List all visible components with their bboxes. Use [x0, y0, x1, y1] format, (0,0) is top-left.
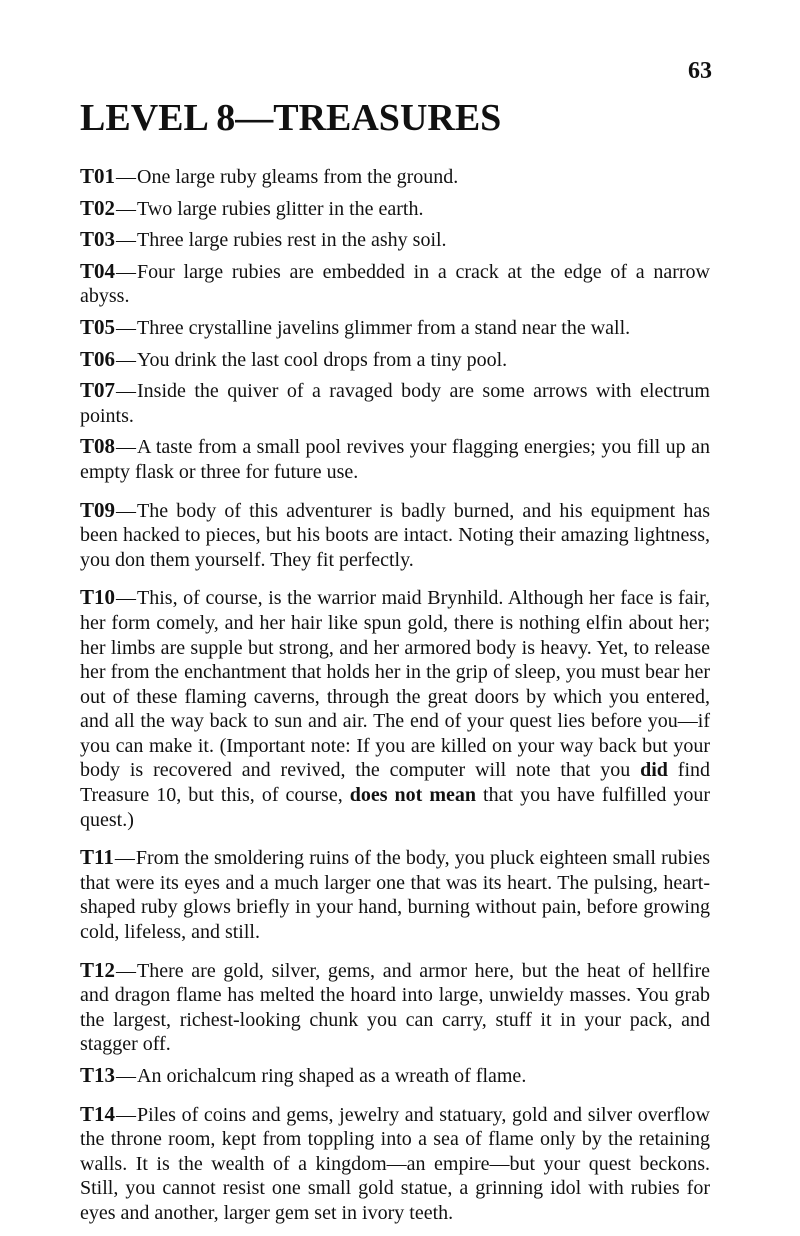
entry-code: T04	[80, 258, 116, 283]
treasure-entry-t02: T02—Two large rubies glitter in the earth.	[80, 195, 424, 220]
treasure-entry-t10: T10—This, of course, is the warrior maid Brynhild. Although her face is fair, her form comely, and her hair like spun gold, there is nothing elfin about her; her limbs are supple but strong, and her armored body is heavy. Yet, to release her from the enchantment that holds her in the grip of sleep, you must bear her out of these flaming caverns, through the great doors by which you entered, and all the way back to sun and air. The end of your quest lies before you—if you can make it. (Important note: If you are killed on your way back but your body is recovered and revived, the computer will note that you did find Treasure 10, but this, of course, does not mean that you have fulfilled your quest.)	[80, 585, 711, 831]
treasure-entry-t08: T08—A taste from a small pool revives your flagging energies; you fill up an empty flask or three for future use.	[80, 434, 710, 483]
treasure-entry-t09: T09—The body of this adventurer is badly burned, and his equipment has been hacked to pieces, but his boots are intact. Noting their amazing lightness, you don them yourself. They fit perfectly.	[80, 497, 710, 571]
entry-text: There are gold, silver, gems, and armor here, but the heat of hellfire and dragon flame has melted the hoard into large, unwieldy masses. You grab the largest, richest-looking chunk you can carry, stuff it in your pack, and stagger off.	[80, 959, 710, 1056]
treasure-entry-t06: T06—You drink the last cool drops from a tiny pool.	[80, 346, 508, 371]
entry-code: T01	[80, 164, 116, 188]
entry-text-a: This, of course, is the warrior maid Brynhild. Although her face is fair, her form comely, and her hair like spun gold, there is nothing elfin about her; her limbs are supple but strong, and her armored body is heavy. Yet, to release her from the enchantment that holds her in the grip of sleep, you must bear her out of these flaming caverns, through the great doors by which you entered, and all the way back to sun and air. The end of your quest lies before you—if you can make it. (Important note: If you are killed on your way back but your body is recovered and revived, the computer will note that you	[80, 587, 710, 782]
entry-code: T06	[80, 346, 116, 371]
entry-text: From the smoldering ruins of the body, you pluck eighteen small rubies that were its eyes and a much larger one that was its heart. The pulsing, heart-shaped ruby glows briefly in your hand, burning without pain, before growing cold, lifeless, and still.	[80, 847, 710, 944]
page-title: LEVEL 8—TREASURES	[80, 97, 502, 139]
entry-code: T09	[80, 497, 116, 522]
entry-code: T12	[80, 957, 116, 982]
entry-text: The body of this adventurer is badly burned, and his equipment has been hacked to pieces, but his boots are intact. Noting their amazing lightness, you don them yourself. They fit perfectly.	[80, 499, 710, 571]
entry-text: Three crystalline javelins glimmer from a stand near the wall.	[137, 316, 631, 339]
treasure-entry-t01: T01—One large ruby gleams from the ground.	[80, 164, 459, 188]
treasure-entry-t12: T12—There are gold, silver, gems, and armor here, but the heat of hellfire and dragon flame has melted the hoard into large, unwieldy masses. You grab the largest, richest-looking chunk you can carry, stuff it in your pack, and stagger off.	[80, 957, 710, 1056]
emphasis-does-not-mean: does not mean	[349, 784, 477, 807]
entry-code: T05	[80, 314, 116, 339]
entry-text: Piles of coins and gems, jewelry and statuary, gold and silver overflow the throne room, kept from toppling into a sea of flame only by the retaining walls. It is the wealth of a kingdom—an empire—but your quest beckons. Still, you cannot resist one small gold statue, a grinning idol with rubies for eyes and another, larger gem set in ivory teeth.	[80, 1103, 710, 1224]
entry-text: Four large rubies are embedded in a crack at the edge of a narrow abyss.	[80, 260, 710, 308]
treasure-entry-t03: T03—Three large rubies rest in the ashy soil.	[80, 227, 447, 252]
treasure-entry-t07: T07—Inside the quiver of a ravaged body are some arrows with electrum points.	[80, 378, 710, 427]
entry-code: T08	[80, 434, 116, 459]
entry-code: T07	[80, 378, 116, 403]
entry-text: You drink the last cool drops from a tiny pool.	[137, 348, 508, 371]
entry-text: A taste from a small pool revives your flagging energies; you fill up an empty flask or three for future use.	[80, 436, 710, 483]
treasure-list	[80, 164, 710, 1232]
entry-code: T13	[80, 1063, 116, 1087]
entry-code: T14	[80, 1101, 116, 1126]
entry-code: T11	[80, 845, 114, 870]
entry-text-b: find Treasure 10, but this, of course,	[80, 759, 711, 807]
entry-code: T10	[80, 585, 116, 610]
entry-text: One large ruby gleams from the ground.	[137, 166, 459, 188]
entry-text: Inside the quiver of a ravaged body are some arrows with electrum points.	[80, 380, 710, 427]
treasure-entry-t13: T13—An orichalcum ring shaped as a wreath of flame.	[80, 1063, 527, 1087]
treasure-entry-t11: T11—From the smoldering ruins of the body, you pluck eighteen small rubies that were its eyes and a much larger one that was its heart. The pulsing, heart-shaped ruby glows briefly in your hand, burning without pain, before growing cold, lifeless, and still.	[80, 845, 710, 944]
entry-code: T03	[80, 227, 116, 252]
entry-text: An orichalcum ring shaped as a wreath of flame.	[137, 1065, 527, 1087]
entry-text-c: that you have fulfilled your quest.)	[80, 784, 711, 831]
treasure-entry-t14: T14—Piles of coins and gems, jewelry and statuary, gold and silver overflow the throne room, kept from toppling into a sea of flame only by the retaining walls. It is the wealth of a kingdom—an empire—but your quest beckons. Still, you cannot resist one small gold statue, a grinning idol with rubies for eyes and another, larger gem set in ivory teeth.	[80, 1101, 710, 1224]
entry-text: Three large rubies rest in the ashy soil.	[137, 229, 447, 252]
treasure-entry-t04: T04—Four large rubies are embedded in a crack at the edge of a narrow abyss.	[80, 258, 710, 308]
entry-code: T02	[80, 195, 116, 220]
page-number: 63	[688, 58, 712, 84]
entry-text: Two large rubies glitter in the earth.	[137, 197, 424, 220]
emphasis-did: did	[640, 759, 668, 782]
treasure-entry-t05: T05—Three crystalline javelins glimmer from a stand near the wall.	[80, 314, 631, 339]
